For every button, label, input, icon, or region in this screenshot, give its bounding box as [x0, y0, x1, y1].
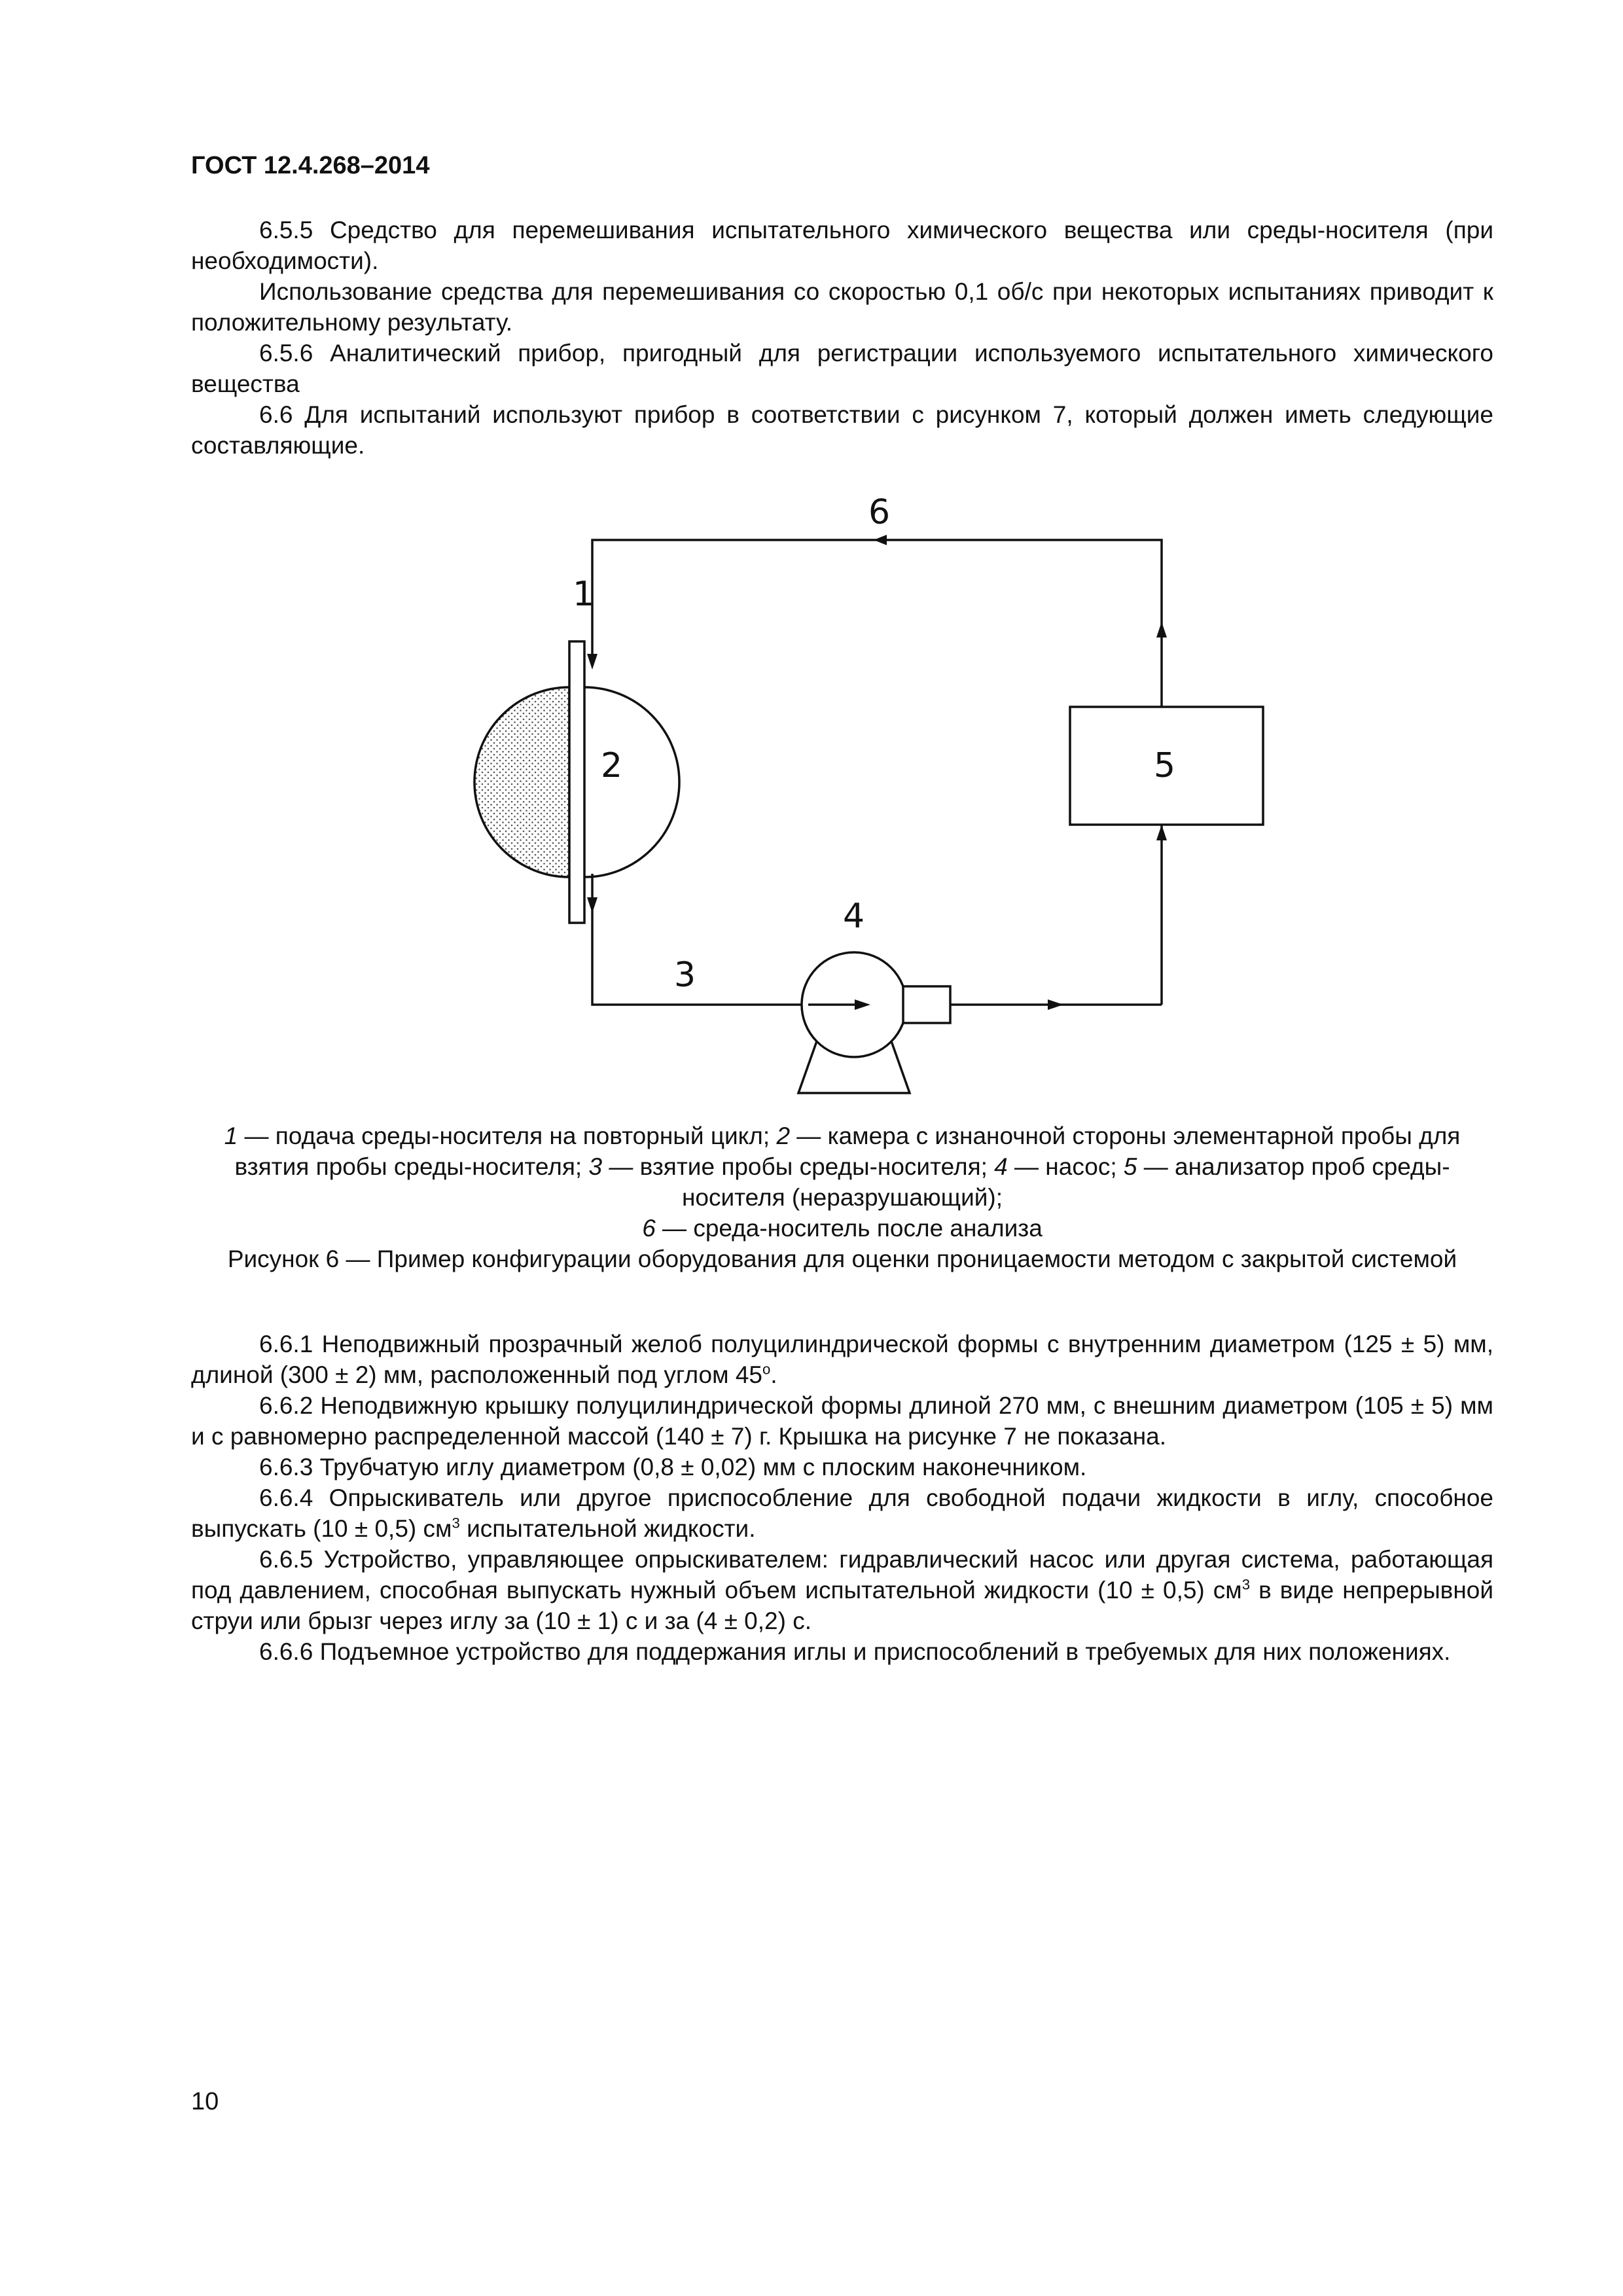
- chamber-clear-half: [584, 687, 679, 877]
- paragraph-6-6-4-text: 6.6.4 Опрыскиватель или другое приспособление для свободной подачи жидкости в иглу, способное выпускать (10 ± 0,5) см: [191, 1484, 1493, 1542]
- arrow-sample-down-icon: [587, 897, 597, 913]
- figure-title: Рисунок 6 — Пример конфигурации оборудования для оценки проницаемости методом с закрытой системой: [227, 1246, 1457, 1272]
- arrow-feed-down-icon: [587, 654, 597, 670]
- figure-diagram: [452, 493, 1176, 1109]
- paragraph-6-5-6: 6.5.6 Аналитический прибор, пригодный для регистрации используемого испытательного химического вещества: [191, 340, 1493, 397]
- paragraph-6-6-6: 6.6.6 Подъемное устройство для поддержания иглы и приспособлений в требуемых для них положениях.: [259, 1638, 1451, 1665]
- paragraph-6-6: 6.6 Для испытаний используют прибор в соответствии с рисунком 7, который должен иметь следующие составляющие.: [191, 401, 1493, 459]
- chamber-membrane: [569, 641, 584, 923]
- body-text-bottom: [191, 1329, 1493, 1667]
- label-6: 6: [868, 493, 891, 532]
- cubic-sup: 3: [1241, 1576, 1251, 1593]
- paragraph-6-6-1-text: 6.6.1 Неподвижный прозрачный желоб полуцилиндрической формы с внутренним диаметром (125 ± 5) мм, длиной (300 ± 2) мм, расположенный под углом 45: [191, 1331, 1493, 1388]
- page-number: 10: [191, 2088, 219, 2115]
- arrow-top-left-icon: [874, 535, 887, 545]
- arrow-right-up-icon: [1156, 622, 1167, 637]
- arrow-to-analyzer-icon: [1156, 825, 1167, 840]
- degree-sup: о: [762, 1361, 771, 1378]
- paragraph-6-6-4-end: испытательной жидкости.: [459, 1515, 756, 1542]
- paragraph-6-6-5: [191, 1544, 1493, 1636]
- body-text-top: [191, 215, 1493, 461]
- line-return-feed: [592, 540, 1162, 707]
- legend-text-6: — среда-носитель после анализа: [655, 1215, 1043, 1242]
- label-5: 5: [1154, 746, 1176, 785]
- figure-legend: [191, 1121, 1493, 1244]
- line-sample-take: [592, 874, 808, 1005]
- paragraph-6-6-1: [191, 1329, 1493, 1390]
- chamber-dotted-half: [474, 687, 569, 877]
- paragraph-6-5-5-note: Использование средства для перемешивания со скоростью 0,1 об/с при некоторых испытаниях приводит к положительному результату.: [191, 278, 1493, 336]
- legend-text-5: — анализатор проб среды-носителя (неразрушающий);: [681, 1153, 1450, 1211]
- paragraph-6-6-3: 6.6.3 Трубчатую иглу диаметром (0,8 ± 0,02) мм с плоским наконечником.: [259, 1454, 1087, 1480]
- paragraph-6-6-1-end: .: [770, 1361, 777, 1388]
- arrow-pump-out-icon: [1048, 999, 1063, 1010]
- paragraph-6-5-5: 6.5.5 Средство для перемешивания испытательного химического вещества или среды-носителя (при необходимости).: [191, 217, 1493, 274]
- cubic-sup: 3: [452, 1515, 460, 1532]
- paragraph-6-6-5-end: в виде непрерывной струи или брызг через иглу за (10 ± 1) с и за (4 ± 0,2) с.: [191, 1577, 1494, 1634]
- legend-num-2: 2: [776, 1122, 791, 1149]
- legend-num-4: 4: [994, 1153, 1008, 1180]
- legend-num-6: 6: [642, 1215, 656, 1242]
- legend-text-1: — подача среды-носителя на повторный цикл;: [238, 1122, 777, 1149]
- label-1: 1: [573, 575, 595, 614]
- page-header: ГОСТ 12.4.268–2014: [191, 152, 430, 179]
- figure-caption: [191, 1121, 1493, 1274]
- legend-text-3: — взятие пробы среды-носителя;: [602, 1153, 995, 1180]
- label-4: 4: [843, 897, 865, 936]
- pump-outlet: [903, 986, 950, 1023]
- label-3: 3: [674, 956, 696, 995]
- legend-num-5: 5: [1123, 1153, 1137, 1180]
- legend-num-1: 1: [224, 1122, 238, 1149]
- paragraph-6-6-5-text: 6.6.5 Устройство, управляющее опрыскивателем: гидравлический насос или другая система, работающая под давлением, способная выпускать нужный объем испытательной жидкости (10 ± 0,5) см: [191, 1546, 1493, 1604]
- paragraph-6-6-4: [191, 1482, 1493, 1544]
- legend-text-2: — камера с изнаночной стороны элементарной пробы для взятия пробы среды-носителя;: [234, 1122, 1461, 1180]
- paragraph-6-6-2: 6.6.2 Неподвижную крышку полуцилиндрической формы длиной 270 мм, с внешним диаметром (105 ± 5) мм и с равномерно распределенной массой (140 ± 7) г. Крышка на рисунке 7 не показана.: [191, 1392, 1493, 1450]
- legend-text-4: — насос;: [1007, 1153, 1124, 1180]
- legend-num-3: 3: [588, 1153, 603, 1180]
- label-2: 2: [601, 746, 623, 785]
